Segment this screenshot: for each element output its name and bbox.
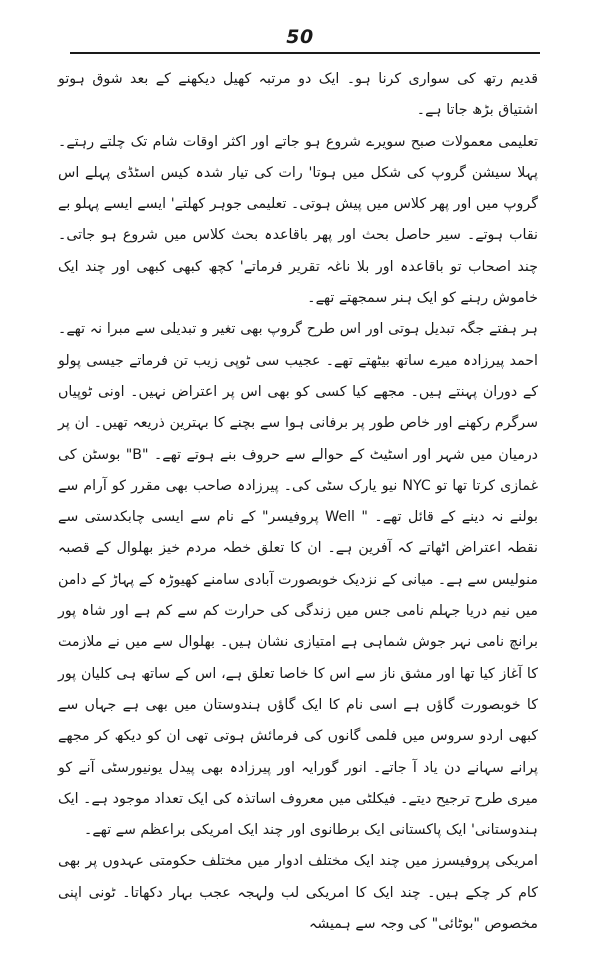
paragraph-3: ہر ہفتے جگہ تبدیل ہوتی اور اس طرح گروپ بھی تغیر و تبدیلی سے مبرا نہ تھے۔ احمد پیرزادہ میرے ساتھ بیٹھتے تھے۔ عجیب سی ٹوپی زیب تن فرماتے جیسی پولو کے دوران پہنتے ہیں۔ مجھے کیا کسی کو بھی اس پر اعتراض نہیں۔ اونی ٹوپیاں سرگرم رکھنے اور خاص طور پر برفانی ہوا سے بچنے کا بہترین ذریعہ تھیں۔ ان پر درمیان میں شہر اور اسٹیٹ کے حوالے سے حروف بنے ہوتے تھے۔ "B" بوسٹن کی غمازی کرتا تھا تو NYC نیو یارک سٹی کی۔ پیرزادہ صاحب بھی مقرر کو آرام سے بولنے نہ دینے کے قائل تھے۔ " Well پروفیسر" کے نام سے ایسی چابکدستی سے نقطہ اعتراض اٹھاتے کہ آفرین ہے۔ ان کا تعلق خطہ مردم خیز بھلوال کے قصبہ منولیس سے ہے۔ میانی کے نزدیک خوبصورت آبادی سامنے کھیوڑہ کے پہاڑ کے دامن میں نیم دریا جہلم نامی جس میں زندگی کی حرارت کم سے کم ہے اور شاہ پور برانچ نامی نہر جوش شماہی ہے امتیازی نشان ہیں۔ بھلوال سے میں نے ملازمت کا آغاز کیا تھا اور مشق ناز سے اس کا خاصا تعلق ہے، اس کے ساتھ ہی کلیان پور کا خوبصورت گاؤں ہے اسی نام کا ایک گاؤں ہندوستان میں بھی ہے جہاں سے کبھی اردو سروس میں فلمی گانوں کی فرمائش ہوتی تھی ان کو دیکھ کر مجھے پرانے سہانے دن یاد آ جاتے۔ انور گورایہ اور پیرزادہ بھی پیدل یونیورسٹی آنے کو میری طرح ترجیح دیتے۔ فیکلٹی میں معروف اساتذہ کی ایک تعداد موجود ہے۔ ایک ہندوستانی' ایک پاکستانی ایک برطانوی اور چند ایک امریکی براعظم سے تھے۔ [58, 321, 538, 839]
paragraph-4: امریکی پروفیسرز میں چند ایک مختلف ادوار میں مختلف حکومتی عہدوں پر بھی کام کر چکے ہیں۔ چند ایک کا امریکی لب ولہجہ عجب بہار دکھاتا۔ ٹونی اپنی مخصوص "بوٹائی" کی وجہ سے ہمیشہ [58, 853, 538, 933]
page-number: 50 [286, 26, 314, 48]
header-rule [70, 52, 540, 54]
page-body [58, 64, 538, 940]
paragraph-1: قدیم رتھ کی سواری کرنا ہو۔ ایک دو مرتبہ کھیل دیکھنے کے بعد شوق ہوتو اشتیاق بڑھ جاتا ہے۔ [58, 71, 538, 119]
paragraph-2: تعلیمی معمولات صبح سویرے شروع ہو جاتے اور اکثر اوقات شام تک چلتے رہتے۔ پہلا سیشن گروپ کی شکل میں ہوتا' رات کی تیار شدہ کیس اسٹڈی پہلے اس گروپ میں اور پھر کلاس میں پیش ہوتی۔ تعلیمی جوہر کھلتے' ایسے ایسے پہلو بے نقاب ہوتے۔ سیر حاصل بحث اور پھر باقاعدہ بحث کلاس میں شروع ہو جاتی۔ چند اصحاب تو باقاعدہ اور بلا ناغہ تقریر فرماتے' کچھ کبھی کبھی اور چند ایک خاموش رہنے کو ایک ہنر سمجھتے تھے۔ [58, 133, 538, 307]
